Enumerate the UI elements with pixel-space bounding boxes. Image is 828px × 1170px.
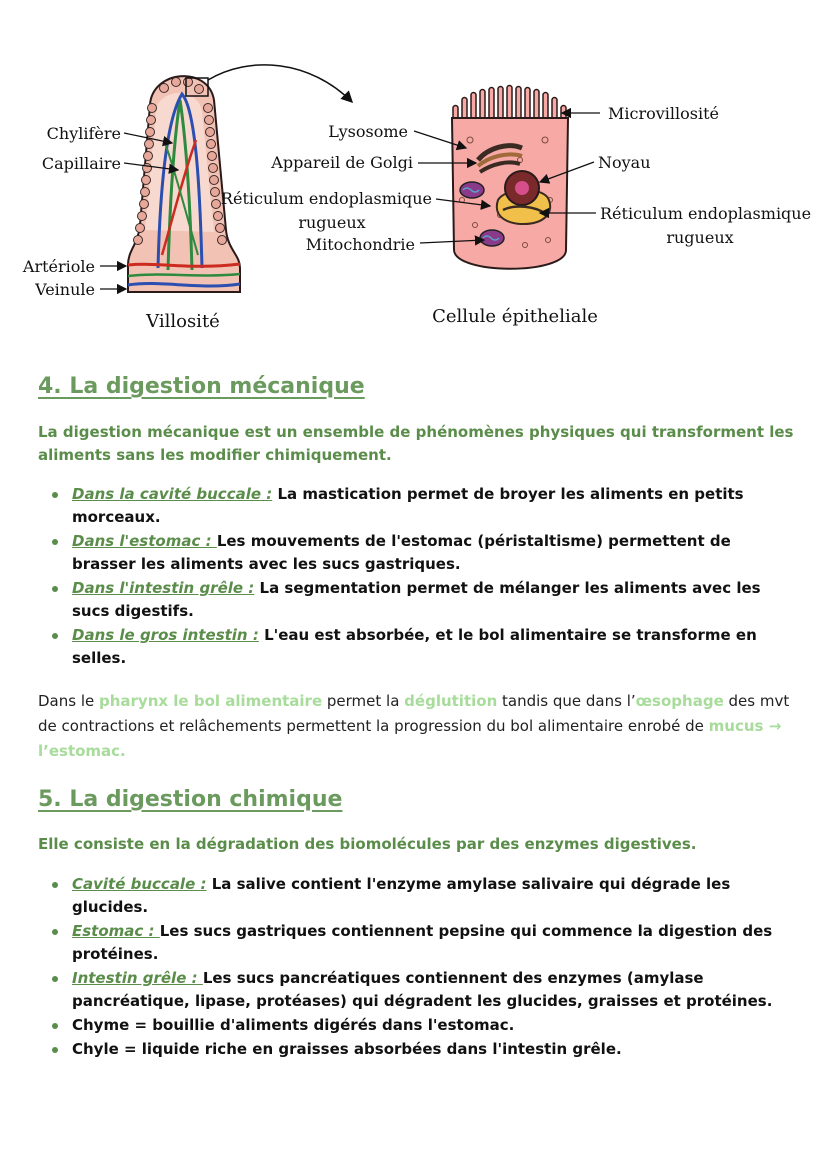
- list-item: [38, 873, 798, 919]
- note-text: permet la: [322, 692, 405, 710]
- label-lysosome: Lysosome: [328, 122, 408, 141]
- list-item-term: Dans la cavité buccale :: [72, 485, 273, 503]
- villus-illustration: [128, 76, 240, 292]
- list-item-term: Dans l'estomac :: [72, 532, 217, 550]
- section-4-title: 4. La digestion mécanique: [38, 374, 365, 399]
- label-rer-left-2: rugueux: [298, 213, 366, 232]
- list-item-text: Les mouvements de l'estomac (péristaltisme) permettent de brasser les aliments avec les sucs gastriques.: [72, 532, 731, 573]
- list-item: [38, 483, 798, 529]
- note-highlight: œsophage: [635, 692, 724, 710]
- list-item: [38, 530, 798, 576]
- list-item: [38, 967, 798, 1013]
- caption-villosite: Villosité: [146, 311, 220, 332]
- section-5-title: 5. La digestion chimique: [38, 787, 343, 812]
- label-golgi: Appareil de Golgi: [271, 153, 413, 172]
- list-item-text: L'eau est absorbée, et le bol alimentaire se transforme en selles.: [72, 626, 757, 667]
- caption-cellule: Cellule épitheliale: [432, 306, 598, 327]
- list-item: [38, 624, 798, 670]
- villus-cell-diagram: [0, 0, 828, 340]
- note-highlight: déglutition: [404, 692, 498, 710]
- list-item: [38, 920, 798, 966]
- list-item-chyle: Chyle = liquide riche en graisses absorbées dans l'intestin grêle.: [38, 1038, 798, 1061]
- note-text: Dans le: [38, 692, 99, 710]
- mechanical-digestion-list: [38, 483, 798, 671]
- label-rer-left-1: Réticulum endoplasmique: [220, 189, 432, 208]
- label-arteriole: Artériole: [22, 257, 95, 276]
- label-microvillosite: Microvillosité: [608, 104, 719, 123]
- label-noyau: Noyau: [598, 153, 651, 172]
- list-item-term: Dans l'intestin grêle :: [72, 579, 255, 597]
- section-5-intro: Elle consiste en la dégradation des biomolécules par des enzymes digestives.: [38, 835, 697, 853]
- list-item-text: Les sucs pancréatiques contiennent des enzymes (amylase pancréatique, lipase, protéases) qui dégradent les glucides, graisses et protéines.: [72, 969, 773, 1010]
- zoom-arrow: [208, 65, 352, 102]
- note-highlight: pharynx le bol alimentaire: [99, 692, 323, 710]
- note-text: des mvt de contractions et relâchements permettent la progression du bol alimentaire enrobé de: [38, 692, 790, 735]
- list-item-chyme: Chyme = bouillie d'aliments digérés dans l'estomac.: [38, 1014, 798, 1037]
- list-item-text: La mastication permet de broyer les aliments en petits morceaux.: [72, 485, 744, 526]
- list-item-text: Les sucs gastriques contiennent pepsine qui commence la digestion des protéines.: [72, 922, 773, 963]
- label-veinule: Veinule: [35, 280, 95, 299]
- list-item-term: Estomac :: [72, 922, 160, 940]
- note-highlight: mucus → l’estomac.: [38, 717, 782, 760]
- section-4-intro: La digestion mécanique est un ensemble de phénomènes physiques qui transforment les aliments sans les modifier chimiquement.: [38, 423, 794, 464]
- list-item-term: Cavité buccale :: [72, 875, 207, 893]
- list-item-text: La segmentation permet de mélanger les aliments avec les sucs digestifs.: [72, 579, 761, 620]
- chemical-digestion-list: [38, 873, 798, 1062]
- list-item: [38, 577, 798, 623]
- label-rer-right-2: rugueux: [666, 228, 734, 247]
- list-item-term: Intestin grêle :: [72, 969, 203, 987]
- list-item-term: Dans le gros intestin :: [72, 626, 259, 644]
- label-chylifere: Chylifère: [46, 124, 121, 143]
- note-text: tandis que dans l’: [497, 692, 636, 710]
- label-rer-right-1: Réticulum endoplasmique: [600, 204, 812, 223]
- label-mitochondrie: Mitochondrie: [305, 235, 415, 254]
- list-item-text: La salive contient l'enzyme amylase salivaire qui dégrade les glucides.: [72, 875, 731, 916]
- handwritten-note: [38, 689, 798, 764]
- label-capillaire: Capillaire: [41, 154, 121, 173]
